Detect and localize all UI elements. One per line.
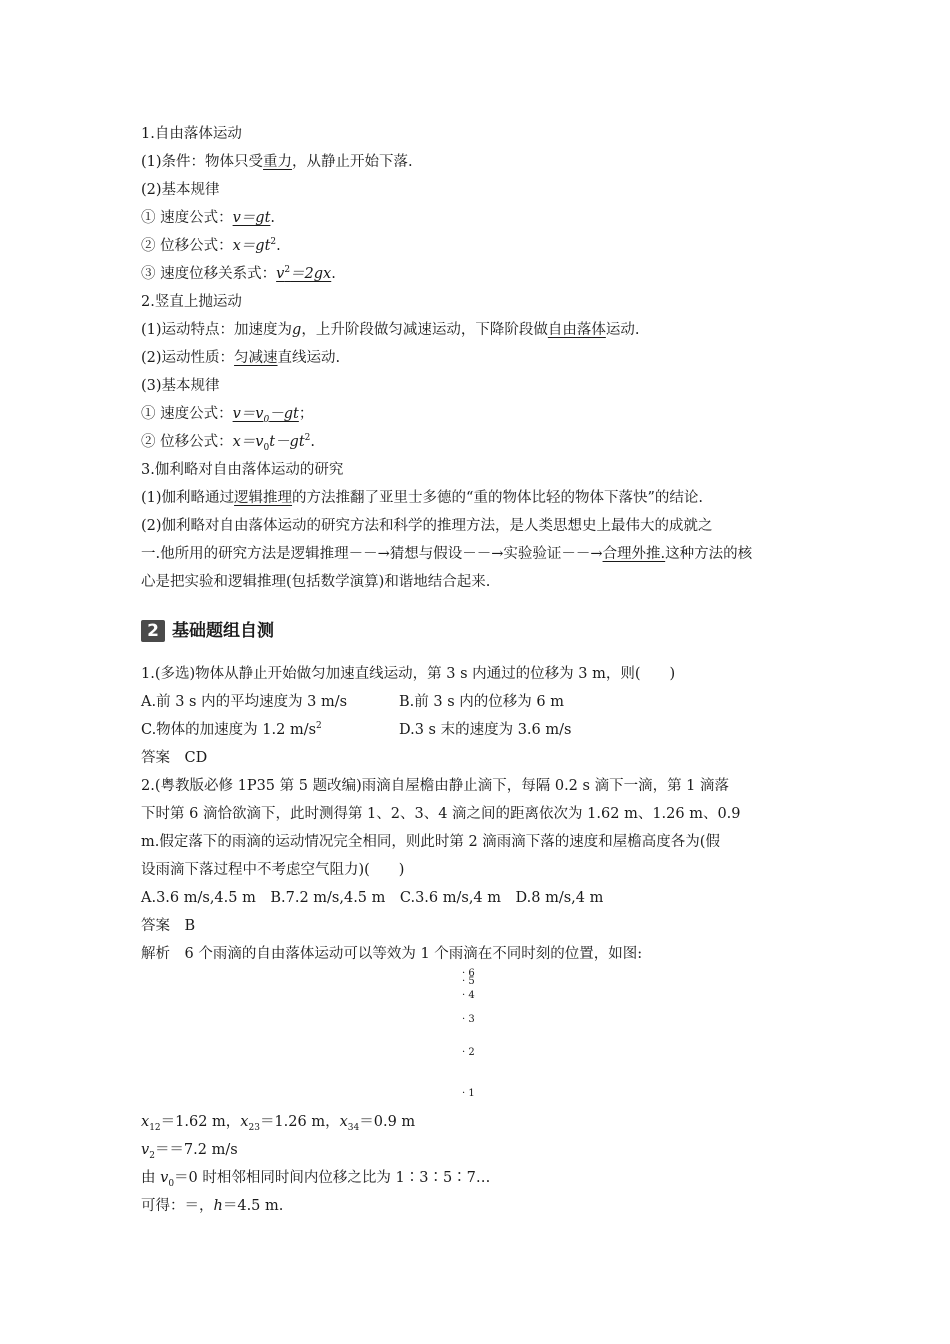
condition-line: (1)条件：物体只受重力，从静止开始下落.: [141, 154, 413, 170]
raindrop-point: · 4: [462, 990, 475, 1001]
section-title: 基础题组自测: [172, 621, 274, 641]
q2-stem-3: m.假定落下的雨滴的运动情况完全相同，则此时第 2 滴雨滴下落的速度和屋檐高度各为(假: [141, 834, 720, 850]
displacements-line: $x_{12}=1.62$ m，$x_{23}=1.26$ m，$x_{34}=0.9$ m: [141, 1114, 416, 1133]
galileo-line-4: 心是把实验和逻辑推理(包括数学演算)和谐地结合起来.: [141, 574, 491, 590]
ratio-line: 由 $v_0=0$ 时相邻相同时间内位移之比为 1∶3∶5∶7…: [141, 1170, 491, 1189]
galileo-line-1: (1)伽利略通过逻辑推理的方法推翻了亚里士多德的“重的物体比轻的物体下落快”的结论.: [141, 490, 703, 506]
section-number-badge: 2: [141, 620, 165, 642]
velocity-displacement-formula: ③ 速度位移关系式：$v^2=2gx$.: [141, 265, 336, 282]
raindrop-point: · 6: [462, 968, 475, 979]
raindrop-diagram: [462, 966, 502, 1116]
raindrop-point: · 3: [462, 1014, 475, 1025]
q1-stem: 1.(多选)物体从静止开始做匀加速直线运动，第 3 s 内通过的位移为 3 m，则( ): [141, 666, 676, 682]
displacement-formula: ② 位移公式：$x=gt^2$.: [141, 237, 281, 254]
basic-laws-heading-2: (3)基本规律: [141, 378, 220, 394]
motion-feature: (1)运动特点：加速度为g，上升阶段做匀减速运动，下降阶段做自由落体运动.: [141, 322, 640, 338]
q2-answer: 答案 B: [141, 918, 196, 934]
raindrop-point: · 1: [462, 1088, 475, 1099]
galileo-line-3: 一.他所用的研究方法是逻辑推理－－→猜想与假设－－→实验验证－－→合理外推.这种方法的核: [141, 546, 753, 562]
q2-stem-1: 2.(粤教版必修 1P35 第 5 题改编)雨滴自屋檐由静止滴下，每隔 0.2 s 滴下一滴，第 1 滴落: [141, 778, 730, 794]
heading-free-fall: 1.自由落体运动: [141, 126, 242, 142]
q1-option-b: B.前 3 s 内的位移为 6 m: [399, 694, 564, 710]
q2-options: A.3.6 m/s,4.5 m B.7.2 m/s,4.5 m C.3.6 m/s,4 m D.8 m/s,4 m: [141, 890, 604, 906]
v2-line: $v_2==7.2$ m/s: [141, 1142, 238, 1161]
raindrop-point: · 2: [462, 1047, 475, 1058]
heading-galileo: 3.伽利略对自由落体运动的研究: [141, 462, 344, 478]
throw-velocity-formula: ① 速度公式：$v=v_0-gt$；: [141, 406, 314, 425]
basic-laws-heading: (2)基本规律: [141, 182, 220, 198]
result-line: 可得：＝，h＝4.5 m.: [141, 1198, 284, 1214]
heading-vertical-throw: 2.竖直上抛运动: [141, 294, 242, 310]
galileo-line-2: (2)伽利略对自由落体运动的研究方法和科学的推理方法，是人类思想史上最伟大的成就之: [141, 518, 713, 534]
motion-nature: (2)运动性质：匀减速直线运动.: [141, 350, 341, 366]
q2-stem-2: 下时第 6 滴恰欲滴下，此时测得第 1、2、3、4 滴之间的距离依次为 1.62 m、1.26 m、0.9: [141, 806, 741, 822]
raindrop-point: · 5: [462, 976, 475, 987]
q2-stem-4: 设雨滴下落过程中不考虑空气阻力)( ): [141, 862, 405, 878]
throw-displacement-formula: ② 位移公式：$x=v_0t-gt^2$.: [141, 433, 315, 453]
q1-option-d: D.3 s 末的速度为 3.6 m/s: [399, 722, 572, 738]
velocity-formula: ① 速度公式：v＝gt.: [141, 210, 276, 226]
q1-answer: 答案 CD: [141, 750, 208, 766]
q1-option-a: A.前 3 s 内的平均速度为 3 m/s: [141, 694, 348, 710]
q1-option-c: C.物体的加速度为 1.2 $m/s^2$: [141, 721, 322, 738]
q2-analysis: 解析 6 个雨滴的自由落体运动可以等效为 1 个雨滴在不同时刻的位置，如图:: [141, 946, 643, 962]
